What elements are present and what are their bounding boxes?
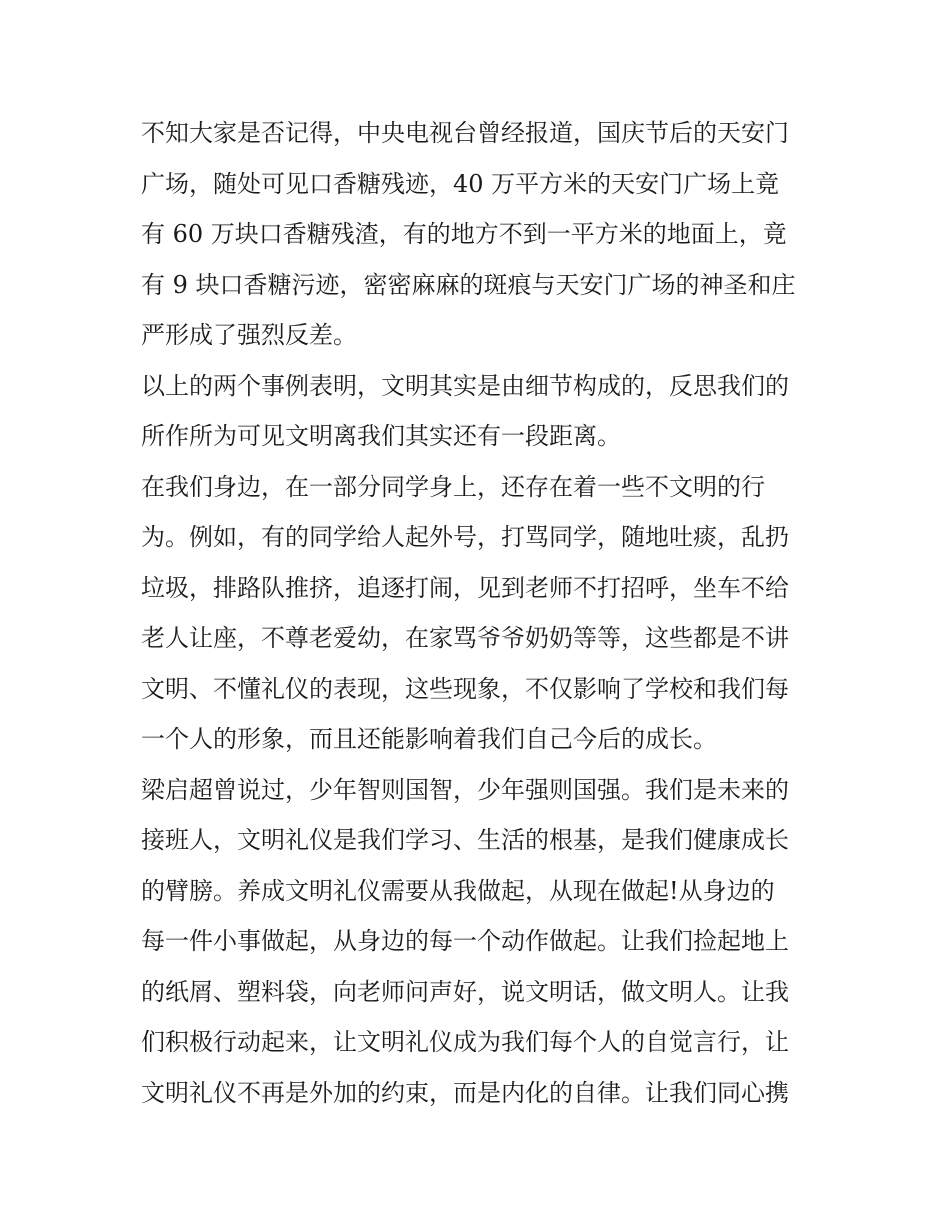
text-line: 在我们身边，在一部分同学身上，还存在着一些不文明的行 [141,472,765,501]
text-line: 为。例如，有的同学给人起外号，打骂同学，随地吐痰，乱扔 [141,523,789,551]
text-line: 有 60 万块口香糖残渣，有的地方不到一平方米的地面上，竟 [141,220,787,248]
text-line: 的纸屑、塑料袋，向老师问声好，说文明话，做文明人。让我 [141,977,789,1006]
text-line: 以上的两个事例表明，文明其实是由细节构成的，反思我们的 [141,371,789,400]
text-line: 的臂膀。养成文明礼仪需要从我做起，从现在做起!从身边的 [141,876,775,905]
text-line: 垃圾，排路队推挤，追逐打闹，见到老师不打招呼，坐车不给 [141,573,789,602]
text-line: 梁启超曾说过，少年智则国智，少年强则国强。我们是未来的 [141,775,789,804]
text-line: 严形成了强烈反差。 [141,321,357,349]
text-line: 老人让座，不尊老爱幼，在家骂爷爷奶奶等等，这些都是不讲 [141,624,789,652]
text-line: 不知大家是否记得，中央电视台曾经报道，国庆节后的天安门 [141,119,789,147]
text-line: 接班人，文明礼仪是我们学习、生活的根基，是我们健康成长 [141,826,789,854]
text-line: 一个人的形象，而且还能影响着我们自己今后的成长。 [141,725,717,753]
text-line: 所作所为可见文明离我们其实还有一段距离。 [141,422,621,450]
text-line: 广场，随处可见口香糖残迹，40 万平方米的天安门广场上竟 [141,169,780,198]
text-line: 文明礼仪不再是外加的约束，而是内化的自律。让我们同心携 [141,1078,789,1107]
text-line: 们积极行动起来，让文明礼仪成为我们每个人的自觉言行，让 [141,1028,789,1056]
document-body [141,108,821,1118]
text-line: 文明、不懂礼仪的表现，这些现象，不仅影响了学校和我们每 [141,674,789,703]
text-line: 每一件小事做起，从身边的每一个动作做起。让我们捡起地上 [141,927,789,955]
text-line: 有 9 块口香糖污迹，密密麻麻的斑痕与天安门广场的神圣和庄 [141,270,796,299]
